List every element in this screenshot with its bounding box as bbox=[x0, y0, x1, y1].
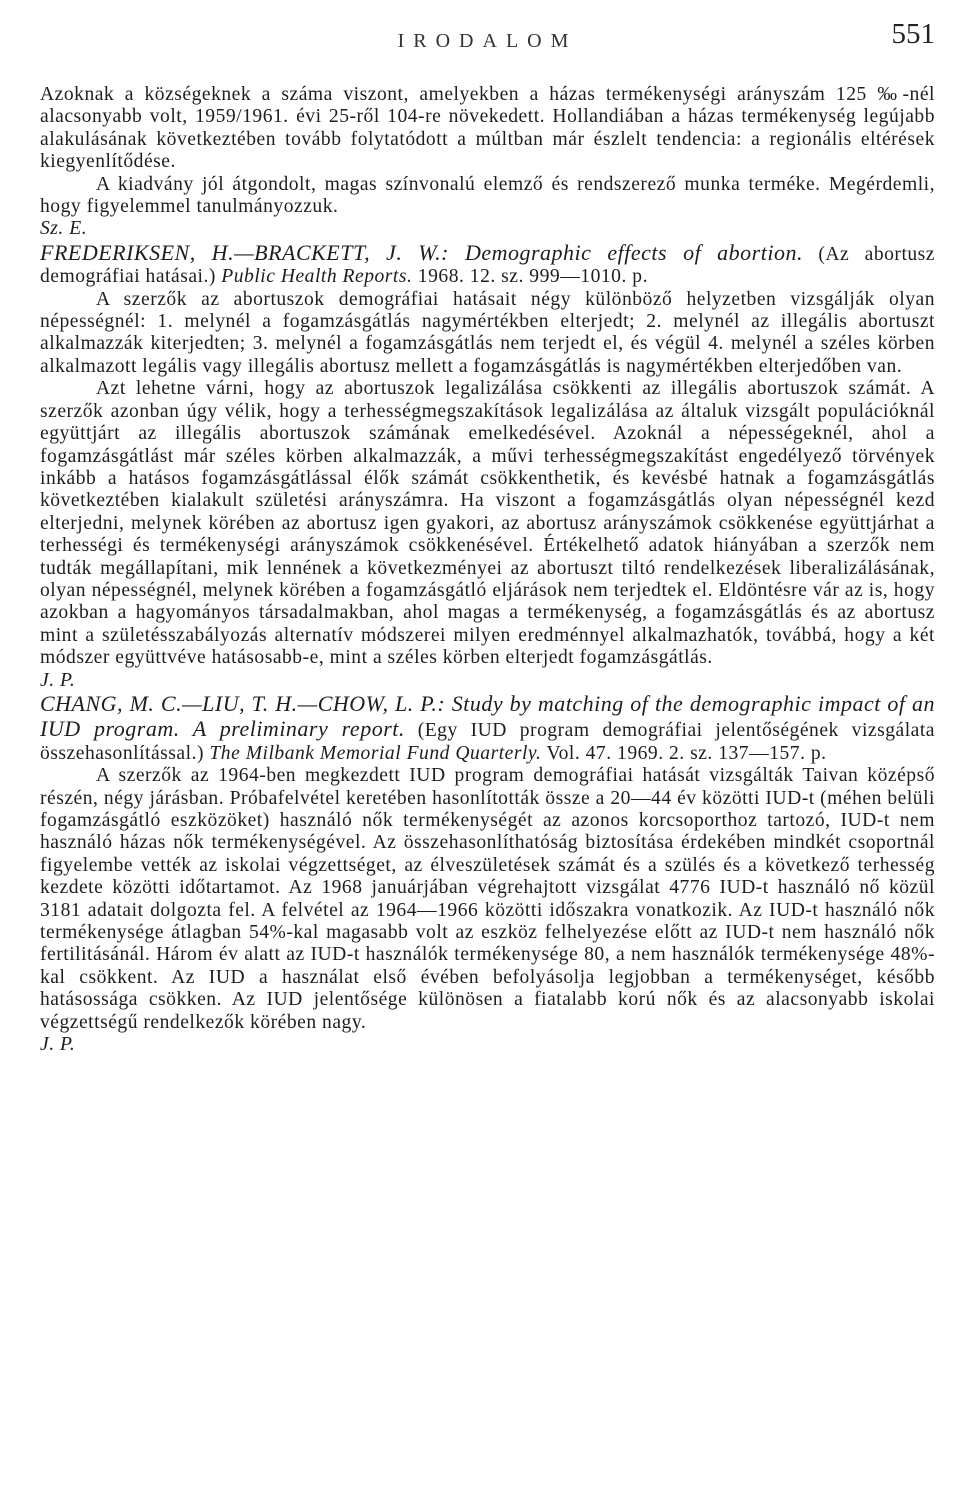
running-head: IRODALOM bbox=[397, 30, 578, 52]
citation-title: Study by matching of the demographic impact of an IUD program. A preliminary report. bbox=[40, 690, 935, 742]
citation-title: Demographic effects of abortion. bbox=[464, 239, 803, 265]
citation-translation: (Egy IUD program demográfiai jelentőségének vizsgálata összehasonlítással.) bbox=[40, 720, 935, 764]
citation-journal: The Milbank Memorial Fund Quarterly. bbox=[209, 742, 542, 764]
reviewer-signature: J. P. bbox=[40, 1034, 76, 1056]
body-paragraph: Azt lehetne várni, hogy az abortuszok legalizálása csökkenti az illegális abortuszok számát. A szerzők azonban úgy vélik, hogy a terhességmegszakítások legalizálása az általuk vizsgált populációknál együttjárt az illegális abortuszok számának emelkedésével. Azoknál a népességeknél, ahol a fogamzásgátlást már széles körben alkalmazzák, a művi terhességmegszakítást engedélyező törvények inkább a hatásos fogamzásgátlással élők számát csökkenthetik, és kevésbé hatnak a fogamzásgátlás következtében kialakult születési arányszámra. Ha viszont a fogamzásgátlás olyan népességnél kezd elterjedni, melynek körében az abortusz igen gyakori, az abortusz arányszámok csökkenése együttjárhat a terhességi és termékenységi arányszámok csökkenésével. Értékelhető adatok hiányában a szerzők nem tudták megállapítani, mik lennének a következményei az abortuszt tiltó rendelkezések liberalizálásának, olyan népességnél, melynek körében a fogamzásgátló eljárások nem terjedtek el. Eldöntésre vár az is, hogy azokban a hagyományos társadalmakban, ahol magas a termékenység, a fogamzásgátlás és az abortusz mint a születésszabályozás alternatív módszerei milyen eredménnyel alkalmazhatók, továbbá, hogy a két módszer együttvéve hatásosabb-e, mint a széles körben elterjedt fogamzásgátlás. bbox=[40, 378, 935, 669]
review-chang bbox=[40, 692, 935, 1057]
reviewer-signature: J. P. bbox=[40, 669, 76, 691]
citation-authors: CHANG, M. C.—LIU, T. H.—CHOW, L. P.: bbox=[40, 690, 452, 716]
citation bbox=[40, 692, 935, 765]
body-paragraph: A szerzők az 1964-ben megkezdett IUD program demográfiai hatását vizsgálták Taivan középső részén, négy járásban. Próbafelvétel keretében hasonlították össze a 20—44 év közötti IUD-t (méhen belüli fogamzásgátló eszközöket) használó nők termékenységét az azonos korcsoporthoz tartozó, IUD-t nem használó házas nők termékenységével. Az összehasonlíthatóság biztosítása érdekében mindkét csoportnál figyelembe vették az iskolai végzettséget, az élveszületések számát és a szülés és a következő terhesség kezdete közötti időtartamot. Az 1968 januárjában végrehajtott vizsgálat 4776 IUD-t használó nő közül 3181 adatait dolgozta fel. A felvétel az 1964—1966 közötti időszakra vonatkozik. Az IUD-t használó nők termékenysége átlagban 54%-kal magasabb volt az eszköz felhelyezése előtt az IUD-t nem használó nők fertilitásánál. Három év alatt az IUD-t használók termékenysége 80, a nem használók termékenysége 48%-kal csökkent. Az IUD a használat első évében befolyásolja legjobban a termékenységet, később hatásossága csökken. Az IUD jelentősége különösen a fiatalabb korú nők és az alacsonyabb iskolai végzettségű rendelkezők körében nagy. bbox=[40, 765, 935, 1033]
body-paragraph: A kiadvány jól átgondolt, magas színvonalú elemző és rendszerező munka terméke. Megérdemli, hogy figyelemmel tanulmányozzuk. bbox=[40, 173, 935, 218]
review-continued bbox=[40, 84, 935, 241]
citation-authors: FREDERIKSEN, H.—BRACKETT, J. W.: bbox=[40, 239, 465, 265]
body-paragraph: Azoknak a községeknek a száma viszont, amelyekben a házas termékenységi arányszám 125 ‰-nél alacsonyabb volt, 1959/1961. évi 25-ről 104-re növekedett. Hollandiában a házas termékenység legújabb alakulásának következtében tovább folytatódott a múltban már észlelt tendencia: a regionális eltérések kiegyenlítődése. bbox=[40, 84, 935, 173]
citation bbox=[40, 241, 935, 289]
citation-journal: Public Health Reports. bbox=[221, 266, 413, 288]
review-frederiksen bbox=[40, 241, 935, 692]
reviewer-signature: Sz. E. bbox=[40, 218, 88, 240]
page-content bbox=[40, 84, 935, 1056]
body-paragraph: A szerzők az abortuszok demográfiai hatásait négy különböző helyzetben vizsgálják olyan népességnél: 1. melynél a fogamzásgátlás nagymértékben elterjedt; 2. melynél az illegális abortuszt alkalmazzák kiterjedten; 3. melynél a fogamzásgátlás nem terjedt el, és végül 4. melynél a széles körben alkalmazott legális vagy illegális abortusz mellett a fogamzásgátlás is nagymértékben elterjedőben van. bbox=[40, 288, 935, 377]
page-header bbox=[40, 18, 935, 58]
citation-translation: (Az abortusz demográfiai hatásai.) bbox=[40, 243, 936, 288]
citation-details: 1968. 12. sz. 999—1010. p. bbox=[412, 266, 648, 288]
citation-details: Vol. 47. 1969. 2. sz. 137—157. p. bbox=[541, 742, 827, 764]
page-number: 551 bbox=[891, 18, 935, 50]
